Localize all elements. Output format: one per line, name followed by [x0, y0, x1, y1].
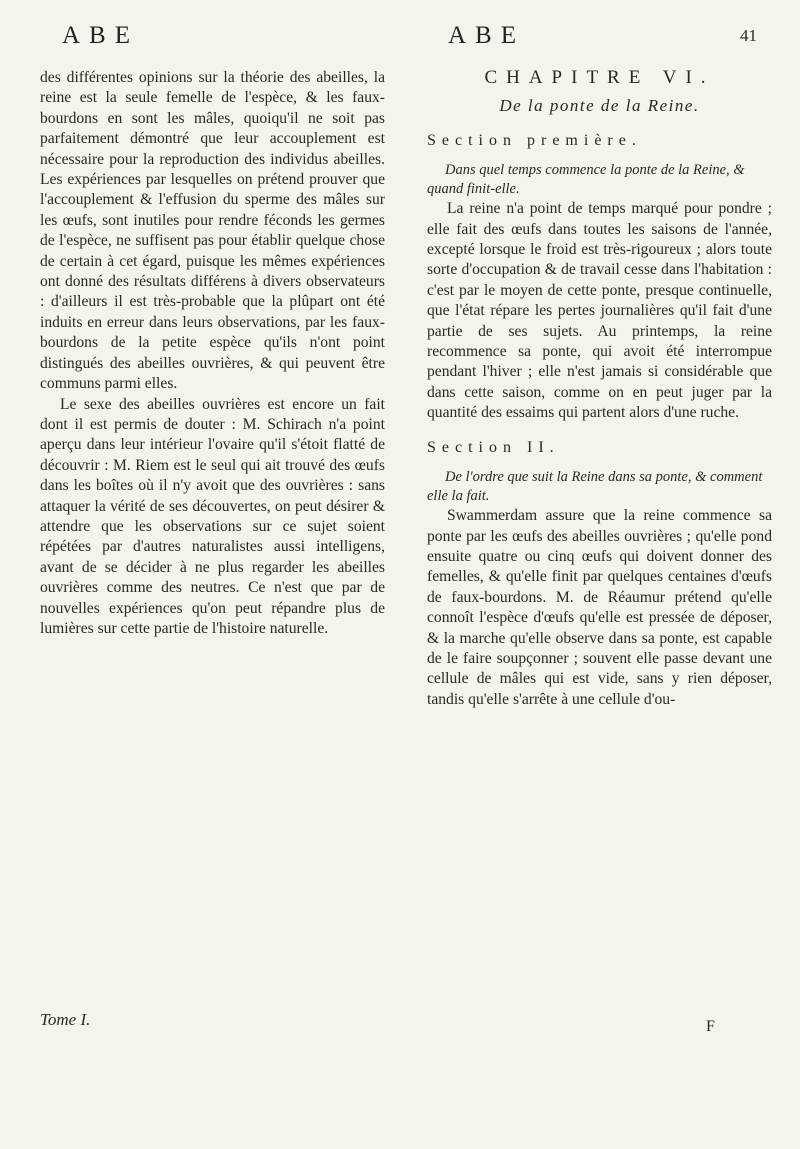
running-head-right: ABE	[448, 22, 525, 49]
section-2-title: Section II.	[427, 438, 560, 456]
page-number: 41	[740, 26, 757, 45]
chapter-subtitle: De la ponte de la Reine.	[499, 96, 700, 116]
catchword: F	[706, 1018, 715, 1035]
right-column	[427, 68, 772, 710]
running-head-left: ABE	[62, 22, 139, 49]
section-1-body: La reine n'a point de temps marqué pour pondre ; elle fait des œufs dans toutes les saisons de l'année, excepté lorsque le froid est très-rigoureux ; alors toute sorte d'occupation & de travail cesse dans l'habitation : c'est par le moyen de cette ponte, presque continuelle, que l'état répare les pertes journalières qu'il fait d'une partie de ses sujets. Au printemps, la reine recommence sa ponte, qui avoit été interrompue pendant l'hiver ; elle n'est jamais si considérable que dans cette saison, comme on en peut juger par la quantité des essaims qui partent alors d'une ruche.	[427, 200, 772, 422]
section-2-summary: De l'ordre que suit la Reine dans sa ponte, & comment elle la fait.	[427, 469, 763, 505]
volume-signature: Tome I.	[40, 1010, 91, 1029]
section-1-summary: Dans quel temps commence la ponte de la Reine, & quand finit-elle.	[427, 162, 745, 198]
chapter-title: CHAPITRE VI.	[484, 67, 715, 88]
section-1-title: Section première.	[427, 131, 642, 149]
section-2-body: Swammerdam assure que la reine commence sa ponte par les œufs des abeilles ouvrières ; qu'elle pond ensuite quatre ou cinq œufs qui doivent donner des femelles, & qu'elle finit par quelques centaines d'œufs de faux-bourdons. M. de Réaumur prétend qu'elle connoît l'espèce d'œufs qu'elle est pressée de déposer, & la marche qu'elle observe dans sa ponte, est capable de le faire soupçonner ; souvent elle passe devant une cellule de mâles qui est vide, sans y rien déposer, tandis qu'elle s'arrête à une cellule d'ou-	[427, 507, 772, 708]
left-paragraph-2: Le sexe des abeilles ouvrières est encore un fait dont il est permis de douter : M. Schirach n'a point aperçu dans leur intérieur l'ovaire qu'il s'étoit flatté de découvrir : M. Riem est le seul qui ait trouvé des œufs dans les boîtes où il n'y avoit que des ouvrières : sans attaquer la vérité de ses découvertes, on peut désirer & attendre que les observations sur ce sujet soient répétées par d'autres naturalistes aussi intelligens, avant de se décider à ne plus regarder les abeilles ouvrières comme des neutres. Ce n'est que par de nouvelles expériences qu'on peut répandre plus de lumières sur cette partie de l'histoire naturelle.	[40, 395, 385, 637]
left-paragraph-1: des différentes opinions sur la théorie des abeilles, la reine est la seule femelle de l'espèce, & les faux-bourdons en sont les mâles, quoiqu'il ne soit pas parfaitement démontré que leur accouplement est nécessaire pour la reproduction des individus abeilles. Les expériences par lesquelles on prétend prouver que l'accouplement & l'effusion du sperme des mâles sur les œufs, sont inutiles pour rendre féconds les germes de l'espèce, ne suffisent pas pour établir quelque chose de certain à cet égard, puisque les mêmes expériences ont donné des résultats différens à divers observateurs : d'ailleurs il est très-probable que la plûpart ont été induits en erreur dans leurs observations, par les faux-bourdons de la petite espèce qu'ils n'ont point distingués des abeilles ouvrières, & qui peuvent être communs parmi elles.	[40, 69, 385, 393]
left-column	[40, 68, 385, 639]
